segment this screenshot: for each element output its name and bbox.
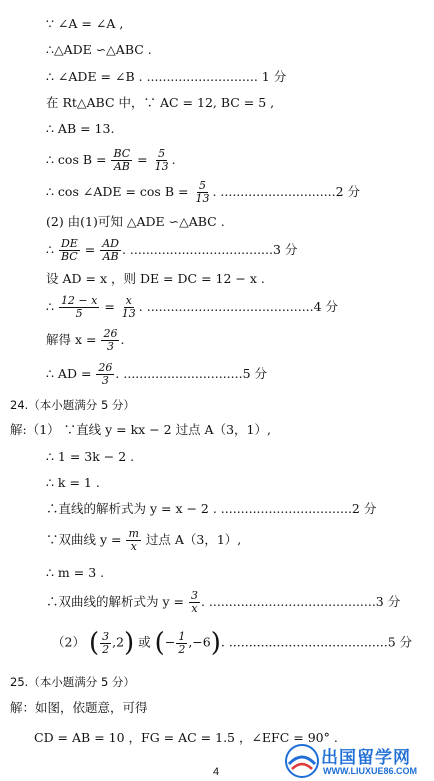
- fraction-26-3: $\frac{26}{3}$: [103, 327, 118, 353]
- fraction-bc-ab: $\frac{BC}{AB}$: [113, 147, 131, 173]
- fraction-3-x: $\frac{3}{x}$: [190, 589, 198, 615]
- line-24-hyperbola-equation: ∴双曲线的解析式为 y = $\frac{3}{x}$ . ..........................................3 分: [46, 589, 401, 615]
- fraction-12-minus-x: $\frac{12 - x}{5}$: [60, 294, 98, 320]
- line-24-line-through-a: 解:（1） ∵直线 y = kx − 2 过点 A（3，1）,: [10, 422, 271, 437]
- line-equation: ∴ $\frac{12 - x}{5}$ = $\frac{x}{13}$ . ..........................................4 分: [46, 294, 339, 320]
- line-25-intro: 解：如图，依题意，可得: [10, 700, 148, 715]
- heading-question-25: 25.（本小题满分 5 分）: [10, 675, 135, 689]
- line-24-line-equation: ∴直线的解析式为 y = x − 2 . .................................2 分: [46, 501, 377, 516]
- line-24-part-2-points: （2） ( $\frac{3}{2}$ ,2) 或 (− $\frac{1}{2}$ ,−6). ........................................5 分: [52, 628, 413, 658]
- fraction-3-2: $\frac{3}{2}$: [102, 629, 110, 656]
- fraction-x-13: $\frac{x}{13}$: [121, 294, 136, 320]
- globe-logo-icon: [283, 742, 321, 780]
- fraction-1-2: $\frac{1}{2}$: [178, 629, 186, 656]
- fraction-5-13: $\frac{5}{13}$: [154, 147, 169, 173]
- watermark-url: WWW.LIUXUE86.COM: [323, 766, 417, 776]
- watermark-text: 出国留学网: [321, 748, 411, 768]
- fraction-de-bc: $\frac{DE}{BC}$: [60, 237, 78, 263]
- page-number: 4: [213, 766, 220, 778]
- fraction-26-3-b: $\frac{26}{3}$: [98, 361, 113, 387]
- line-given-angle: ∵ ∠A = ∠A ,: [46, 16, 124, 31]
- fraction-ad-ab: $\frac{AD}{AB}$: [102, 237, 119, 263]
- heading-question-24: 24.（本小题满分 5 分）: [10, 398, 135, 412]
- line-ad-value: ∴ AD = $\frac{26}{3}$ . ..............................5 分: [46, 361, 267, 387]
- line-ratio: ∴ $\frac{DE}{BC}$ = $\frac{AD}{AB}$ . ....................................3 分: [46, 237, 298, 263]
- line-similar-triangles: ∴△ADE ∽△ABC .: [46, 42, 152, 57]
- line-ab-13: ∴ AB = 13.: [46, 121, 115, 136]
- line-rt-triangle: 在 Rt△ABC 中，∵ AC = 12, BC = 5 ,: [46, 95, 275, 110]
- watermark: [283, 742, 434, 781]
- line-24-substitute: ∴ 1 = 3k − 2 .: [46, 449, 135, 464]
- line-24-hyperbola: ∵双曲线 y = $\frac{m}{x}$ 过点 A（3，1）,: [46, 527, 242, 553]
- line-solve-x: 解得 x = $\frac{26}{3}$ .: [46, 327, 125, 353]
- line-25-given: CD = AB = 10 ，FG = AC = 1.5 ，∠EFC = 90° .: [34, 730, 338, 745]
- line-cos-ade: ∴ cos ∠ADE = cos B = $\frac{5}{13}$ . .............................2 分: [46, 179, 361, 205]
- line-cos-b: ∴ cos B = $\frac{BC}{AB}$ = $\frac{5}{13}$ .: [46, 147, 176, 173]
- line-set-ad: 设 AD = x ，则 DE = DC = 12 − x .: [46, 271, 265, 286]
- line-24-k: ∴ k = 1 .: [46, 475, 100, 490]
- fraction-m-x: $\frac{m}{x}$: [128, 527, 139, 553]
- fraction-5-13-b: $\frac{5}{13}$: [195, 179, 210, 205]
- line-24-m: ∴ m = 3 .: [46, 565, 105, 580]
- line-angle-equal: ∴ ∠ADE = ∠B . ............................ 1 分: [46, 69, 287, 84]
- line-part-2: (2) 由(1)可知 △ADE ∽△ABC .: [46, 214, 225, 229]
